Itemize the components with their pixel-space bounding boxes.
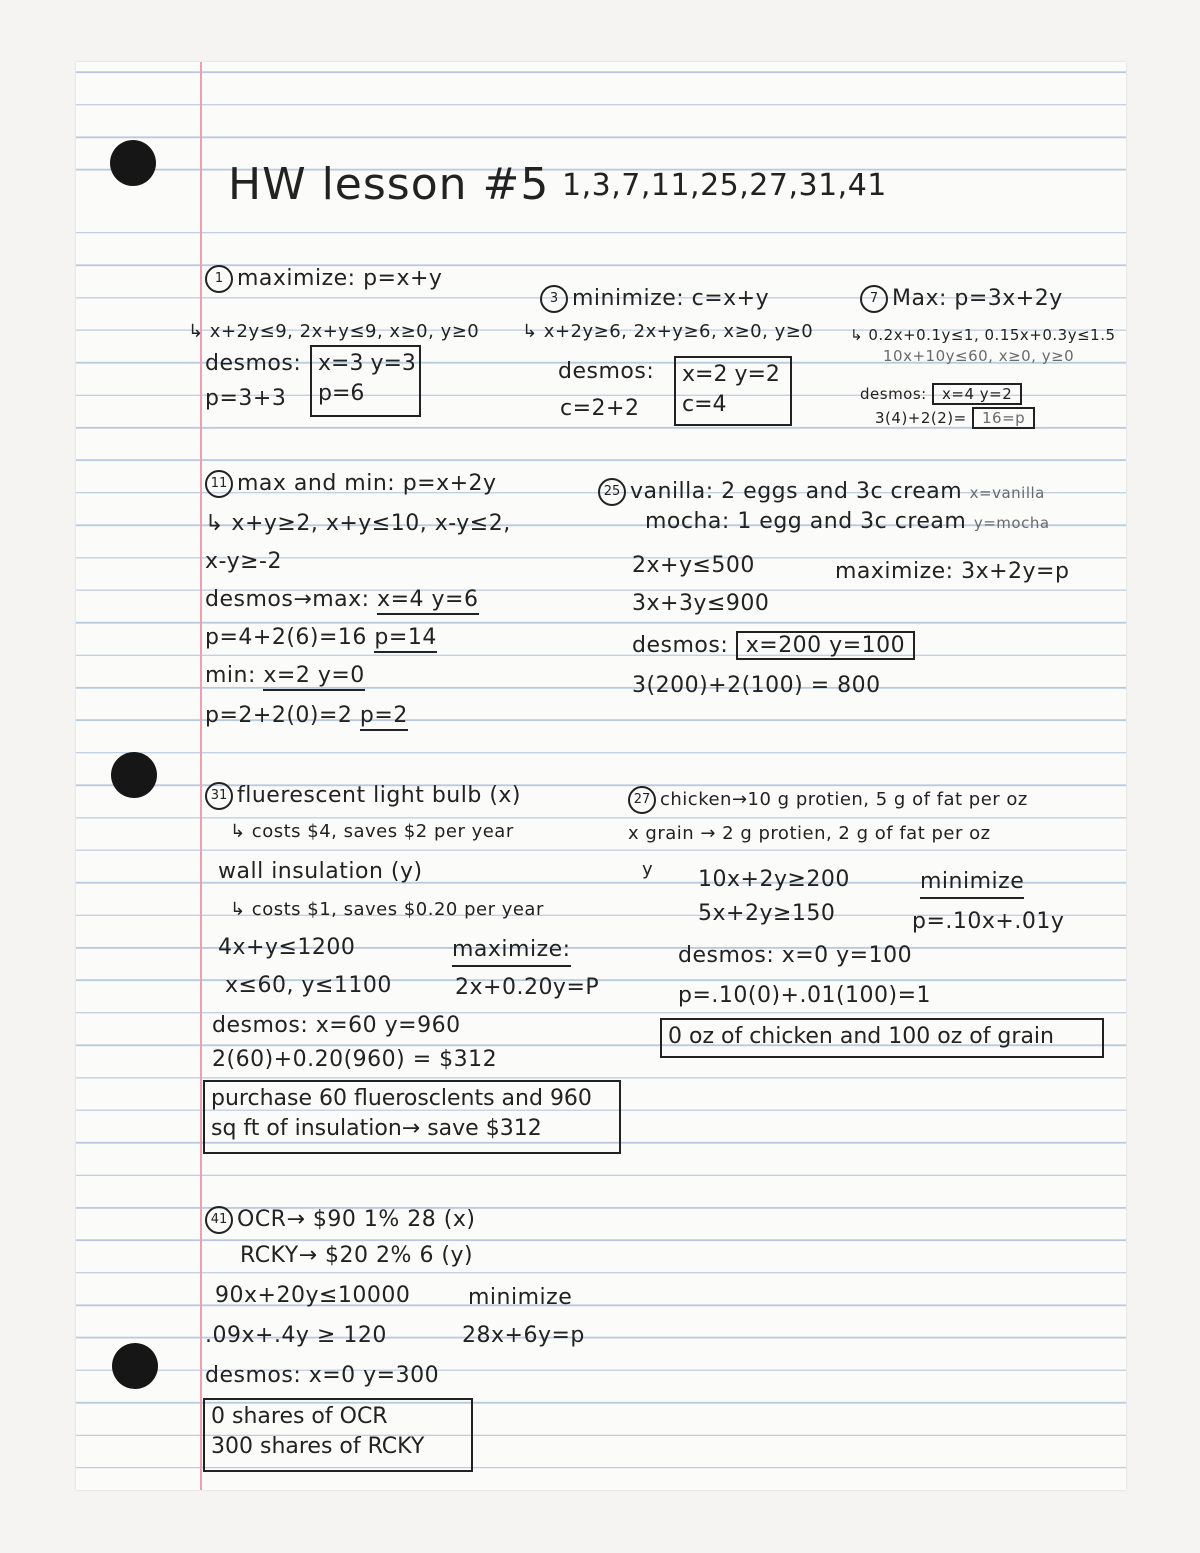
punch-hole	[112, 1343, 158, 1389]
p1-objective: 1 maximize: p=x+y	[205, 265, 442, 293]
p25-calc: 3(200)+2(100) = 800	[632, 673, 881, 698]
p11-min-calc: p=2+2(0)=2 p=2	[205, 702, 408, 730]
p27-calc: p=.10(0)+.01(100)=1	[678, 983, 932, 1008]
p3-objective: 3 minimize: c=x+y	[540, 285, 769, 313]
p1-calc: p=3+3	[205, 386, 287, 411]
p27-number: 27	[628, 786, 656, 814]
p41-min-label: minimize	[468, 1285, 573, 1310]
p11-constraints-1: ↳ x+y≥2, x+y≤10, x-y≤2,	[205, 511, 511, 536]
p27-constraint-1: 10x+2y≥200	[698, 867, 850, 892]
p25-line2: mocha: 1 egg and 3c cream y=mocha	[645, 509, 1050, 534]
problem-list: 1,3,7,11,25,27,31,41	[562, 168, 887, 203]
p31-calc: 2(60)+0.20(960) = $312	[212, 1047, 498, 1072]
p31-constraint-2: x≤60, y≤1100	[225, 973, 392, 998]
page-title: HW lesson #5	[228, 159, 550, 210]
p41-desmos: desmos: x=0 y=300	[205, 1363, 440, 1388]
p11-min: min: x=2 y=0	[205, 662, 365, 690]
p1-number: 1	[205, 265, 233, 293]
p11-max-calc: p=4+2(6)=16 p=14	[205, 624, 437, 652]
p11-number: 11	[205, 470, 233, 498]
p1-constraints: ↳ x+2y≤9, 2x+y≤9, x≥0, y≥0	[188, 321, 480, 342]
p27-objective: p=.10x+.01y	[912, 909, 1065, 934]
margin-line	[200, 62, 202, 1490]
p31-desmos: desmos: x=60 y=960	[212, 1013, 461, 1038]
p3-number: 3	[540, 285, 568, 313]
p25-number: 25	[598, 478, 626, 506]
p3-constraints: ↳ x+2y≥6, 2x+y≥6, x≥0, y≥0	[522, 321, 814, 342]
p7-objective: 7 Max: p=3x+2y	[860, 285, 1063, 313]
p7-desmos: desmos: x=4 y=2	[860, 380, 1022, 408]
p3-result-box: x=2 y=2 c=4	[674, 356, 792, 426]
p7-calc: 3(4)+2(2)= 16=p	[875, 404, 1035, 432]
p27-min-label: minimize	[920, 868, 1024, 899]
p41-constraint-1: 90x+20y≤10000	[215, 1283, 411, 1308]
p1-desmos-label: desmos:	[205, 351, 302, 376]
p27-y-label: y	[642, 859, 654, 880]
p27-answer-box: 0 oz of chicken and 100 oz of grain	[660, 1018, 1104, 1058]
p31-line1: 31 fluerescent light bulb (x)	[205, 782, 521, 810]
p31-constraint-1: 4x+y≤1200	[218, 935, 356, 960]
p27-line1: 27 chicken→10 g protien, 5 g of fat per oz	[628, 786, 1028, 814]
p41-line2: RCKY→ $20 2% 6 (y)	[240, 1243, 474, 1268]
p41-constraint-2: .09x+.4y ≥ 120	[205, 1323, 387, 1348]
p25-desmos: desmos: x=200 y=100	[632, 632, 915, 660]
p25-objective: maximize: 3x+2y=p	[835, 559, 1070, 584]
p25-line1: 25 vanilla: 2 eggs and 3c cream x=vanilla	[598, 478, 1045, 507]
p25-constraint-2: 3x+3y≤900	[632, 591, 770, 616]
punch-hole	[110, 140, 156, 186]
p41-number: 41	[205, 1206, 233, 1234]
p27-constraint-2: 5x+2y≥150	[698, 901, 836, 926]
p27-desmos: desmos: x=0 y=100	[678, 943, 913, 968]
p31-line2: ↳ costs $4, saves $2 per year	[230, 821, 514, 842]
p31-answer-box: purchase 60 fluerosclents and 960 sq ft of insulation→ save $312	[203, 1080, 621, 1154]
p7-number: 7	[860, 285, 888, 313]
p31-line4: ↳ costs $1, saves $0.20 per year	[230, 899, 544, 920]
p1-result-box: x=3 y=3 p=6	[310, 345, 421, 417]
p31-line3: wall insulation (y)	[218, 859, 423, 884]
p11-max: desmos→max: x=4 y=6	[205, 586, 479, 614]
p41-objective: 28x+6y=p	[462, 1323, 585, 1348]
p3-calc: c=2+2	[560, 396, 640, 421]
p31-number: 31	[205, 782, 233, 810]
p31-objective: 2x+0.20y=P	[455, 975, 600, 1000]
p7-constraints-1: ↳ 0.2x+0.1y≤1, 0.15x+0.3y≤1.5	[850, 326, 1116, 344]
p27-line2: x grain → 2 g protien, 2 g of fat per oz	[628, 823, 991, 844]
p41-answer-box: 0 shares of OCR 300 shares of RCKY	[203, 1398, 473, 1472]
p7-constraints-2: 10x+10y≤60, x≥0, y≥0	[883, 347, 1075, 365]
p11-constraints-2: x-y≥-2	[205, 549, 282, 574]
p41-line1: 41 OCR→ $90 1% 28 (x)	[205, 1206, 475, 1234]
p11-objective: 11 max and min: p=x+2y	[205, 470, 497, 498]
p25-constraint-1: 2x+y≤500	[632, 553, 755, 578]
p31-max-label: maximize:	[452, 936, 571, 967]
punch-hole	[111, 752, 157, 798]
p3-desmos-label: desmos:	[558, 359, 655, 384]
